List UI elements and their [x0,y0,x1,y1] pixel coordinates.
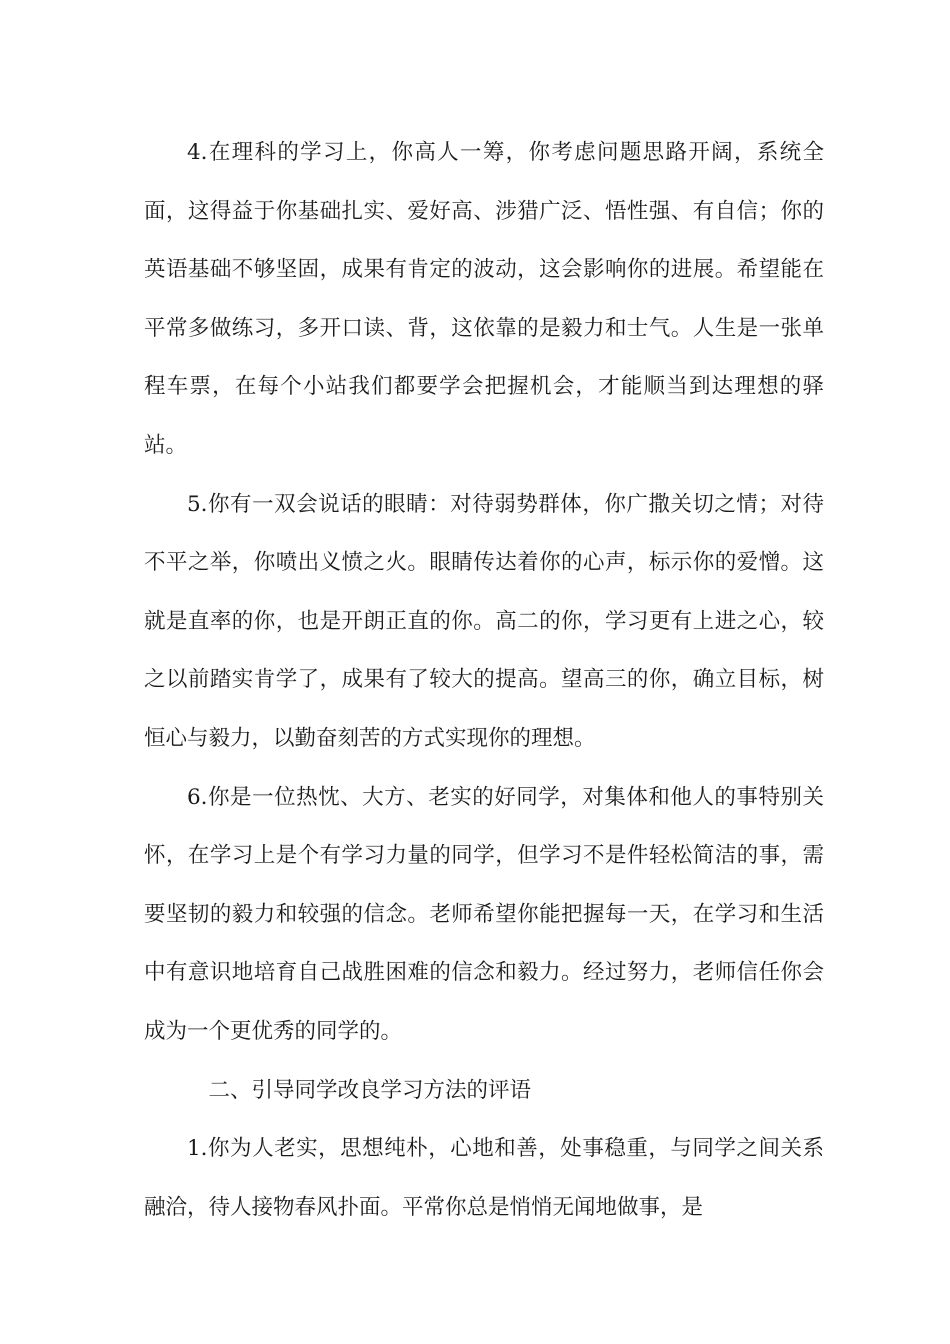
paragraph-6: 6.你是一位热忱、大方、老实的好同学，对集体和他人的事特别关怀，在学习上是个有学习力量的同学，但学习不是件轻松简洁的事，需要坚韧的毅力和较强的信念。老师希望你能把握每一天，在学习和生活中有意识地培育自己战胜困难的信念和毅力。经过努力，老师信任你会成为一个更优秀的同学的。 [144,784,824,1044]
paragraph-4: 4.在理科的学习上，你高人一筹，你考虑问题思路开阔，系统全面，这得益于你基础扎实、爱好高、涉猎广泛、悟性强、有自信；你的英语基础不够坚固，成果有肯定的波动，这会影响你的进展。希望能在平常多做练习，多开口读、背，这依靠的是毅力和士气。人生是一张单程车票，在每个小站我们都要学会把握机会，才能顺当到达理想的驿站。 [144,140,824,458]
document-body [144,124,824,1237]
section-heading: 二、引导同学改良学习方法的评语 [208,1077,532,1103]
paragraph-5: 5.你有一双会说话的眼睛：对待弱势群体，你广撒关切之情；对待不平之举，你喷出义愤之火。眼睛传达着你的心声，标示你的爱憎。这就是直率的你，也是开朗正直的你。高二的你，学习更有上进之心，较之以前踏实肯学了，成果有了较大的提高。望高三的你，确立目标，树恒心与毅力，以勤奋刻苦的方式实现你的理想。 [144,491,824,751]
section-paragraph-1: 1.你为人老实，思想纯朴，心地和善，处事稳重，与同学之间关系融洽，待人接物春风扑面。平常你总是悄悄无闻地做事，是 [144,1136,824,1220]
